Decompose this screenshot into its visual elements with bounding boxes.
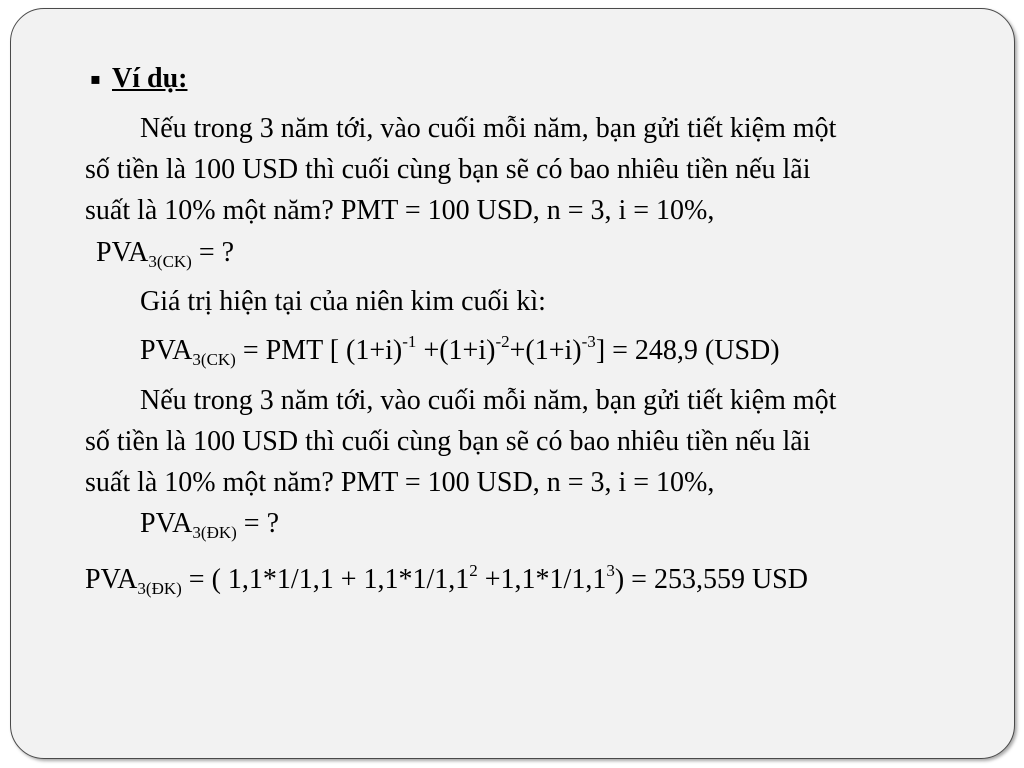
- para1-line1: Nếu trong 3 năm tới, vào cuối mỗi năm, bạn gửi tiết kiệm một: [140, 113, 837, 144]
- para2-line3: suất là 10% một năm? PMT = 100 USD, n = 3, i = 10%,: [85, 467, 715, 498]
- exponent: -3: [581, 332, 596, 351]
- pva-label: PVA: [85, 564, 138, 595]
- pva-subscript: 3(ĐK): [192, 523, 237, 542]
- pva-subscript: 3(ĐK): [137, 579, 182, 598]
- formula-ck: [140, 334, 780, 368]
- exponent: 2: [469, 561, 478, 580]
- pva-subscript: 3(CK): [148, 252, 192, 271]
- question-ck: [96, 236, 234, 270]
- formula-text: = PMT [ (1+i): [235, 335, 403, 366]
- example-heading: Ví dụ:: [112, 63, 188, 94]
- formula-text: +1,1*1/1,1: [477, 564, 607, 595]
- para1-line2: số tiền là 100 USD thì cuối cùng bạn sẽ có bao nhiêu tiền nếu lãi: [85, 154, 811, 185]
- formula-text: ) = 253,559 USD: [614, 564, 808, 595]
- question-dk: [140, 507, 279, 541]
- formula-dk: [85, 563, 808, 597]
- bullet-icon: ▪: [90, 69, 101, 88]
- exponent: -2: [495, 332, 510, 351]
- exponent: 3: [606, 561, 615, 580]
- para1-line3: suất là 10% một năm? PMT = 100 USD, n = 3, i = 10%,: [85, 195, 715, 226]
- present-value-title: Giá trị hiện tại của niên kim cuối kì:: [140, 286, 546, 317]
- formula-text: +(1+i): [416, 335, 496, 366]
- pva-label: PVA: [96, 237, 149, 268]
- formula-text: = ( 1,1*1/1,1 + 1,1*1/1,1: [181, 564, 470, 595]
- exponent: -1: [402, 332, 417, 351]
- pva-label: PVA: [140, 335, 193, 366]
- question-mark-text: = ?: [236, 508, 280, 539]
- formula-text: ] = 248,9 (USD): [595, 335, 780, 366]
- pva-subscript: 3(CK): [192, 350, 236, 369]
- para2-line2: số tiền là 100 USD thì cuối cùng bạn sẽ có bao nhiêu tiền nếu lãi: [85, 426, 811, 457]
- question-mark-text: = ?: [191, 237, 235, 268]
- pva-label: PVA: [140, 508, 193, 539]
- formula-text: +(1+i): [509, 335, 582, 366]
- para2-line1: Nếu trong 3 năm tới, vào cuối mỗi năm, bạn gửi tiết kiệm một: [140, 385, 837, 416]
